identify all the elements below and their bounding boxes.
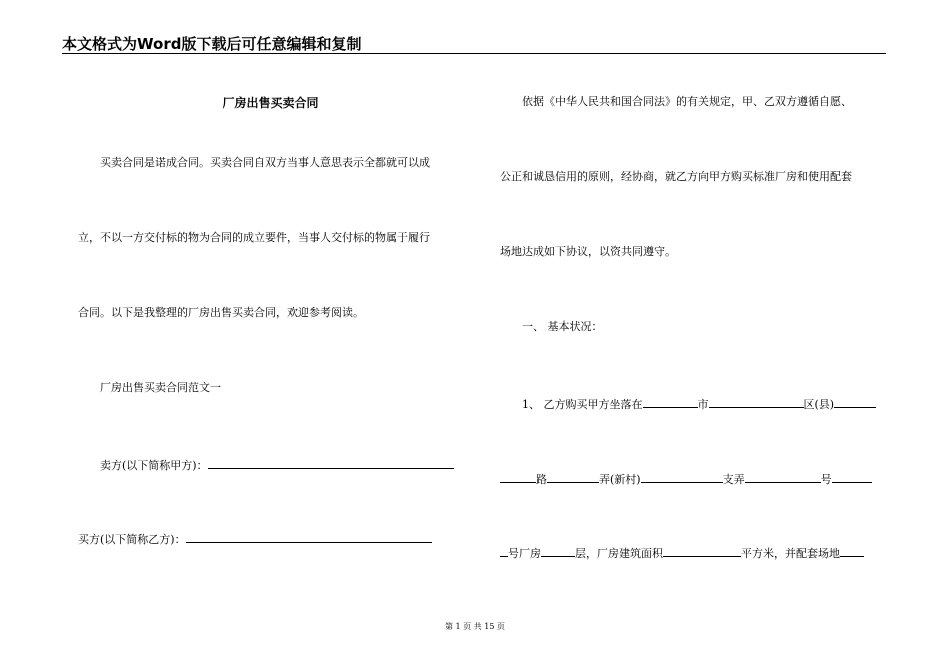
buyer-blank xyxy=(186,530,432,543)
item1-line-2 xyxy=(500,470,872,487)
trailing-blank xyxy=(832,470,872,483)
seller-blank xyxy=(208,456,454,469)
contract-title: 厂房出售买卖合同 xyxy=(222,96,319,110)
sample-heading: 厂房出售买卖合同范文一 xyxy=(100,381,221,394)
line2-text-b: 弄(新村) xyxy=(599,473,641,486)
section-heading-1: 一、 基本状况： xyxy=(522,320,603,333)
road-blank xyxy=(500,470,536,483)
city-blank xyxy=(643,395,698,408)
site-blank xyxy=(840,544,864,557)
intro-line-1: 买卖合同是诺成合同。买卖合同自双方当事人意思表示全都就可以成 xyxy=(100,156,430,169)
area-blank xyxy=(663,544,741,557)
item1-text-c: 区(县) xyxy=(803,398,835,411)
number-blank xyxy=(745,470,821,483)
line2-text-a: 路 xyxy=(536,473,547,486)
branch-lane-blank xyxy=(641,470,723,483)
right-column xyxy=(500,0,886,672)
line2-text-d: 号 xyxy=(820,473,832,486)
basis-line-2: 公正和诚恳信用的原则，经协商，就乙方向甲方购买标准厂房和使用配套 xyxy=(500,170,852,183)
buyer-field xyxy=(78,530,432,547)
intro-line-3: 合同。以下是我整理的厂房出售买卖合同，欢迎参考阅读。 xyxy=(78,306,364,319)
basis-line-1: 依据《中华人民共和国合同法》的有关规定，甲、乙双方遵循自愿、 xyxy=(522,95,852,108)
county-blank xyxy=(834,395,876,408)
item1-text-a: 1、 乙方购买甲方坐落在 xyxy=(522,398,643,411)
item1-line-3 xyxy=(500,544,864,561)
line3-text-c: 平方米，并配套场地 xyxy=(741,547,840,560)
page-number-footer: 第 1 页 共 15 页 xyxy=(445,622,505,631)
line3-text-a: 号厂房 xyxy=(508,547,541,560)
district-blank xyxy=(709,395,804,408)
lane-blank xyxy=(547,470,599,483)
basis-line-3: 场地达成如下协议，以资共同遵守。 xyxy=(500,245,676,258)
left-column xyxy=(78,0,463,672)
item1-text-b: 市 xyxy=(697,398,709,411)
document-header-title: 本文格式为Word版下载后可任意编辑和复制 xyxy=(62,35,362,53)
intro-line-2: 立，不以一方交付标的物为合同的成立要件，当事人交付标的物属于履行 xyxy=(78,231,430,244)
building-no-blank xyxy=(500,544,508,557)
buyer-label: 买方(以下简称乙方)： xyxy=(78,533,186,546)
seller-field xyxy=(100,456,454,473)
item1-line-1 xyxy=(522,395,876,412)
line3-text-b: 层，厂房建筑面积 xyxy=(575,547,663,560)
line2-text-c: 支弄 xyxy=(722,473,745,486)
seller-label: 卖方(以下简称甲方)： xyxy=(100,459,208,472)
floor-blank xyxy=(541,544,575,557)
